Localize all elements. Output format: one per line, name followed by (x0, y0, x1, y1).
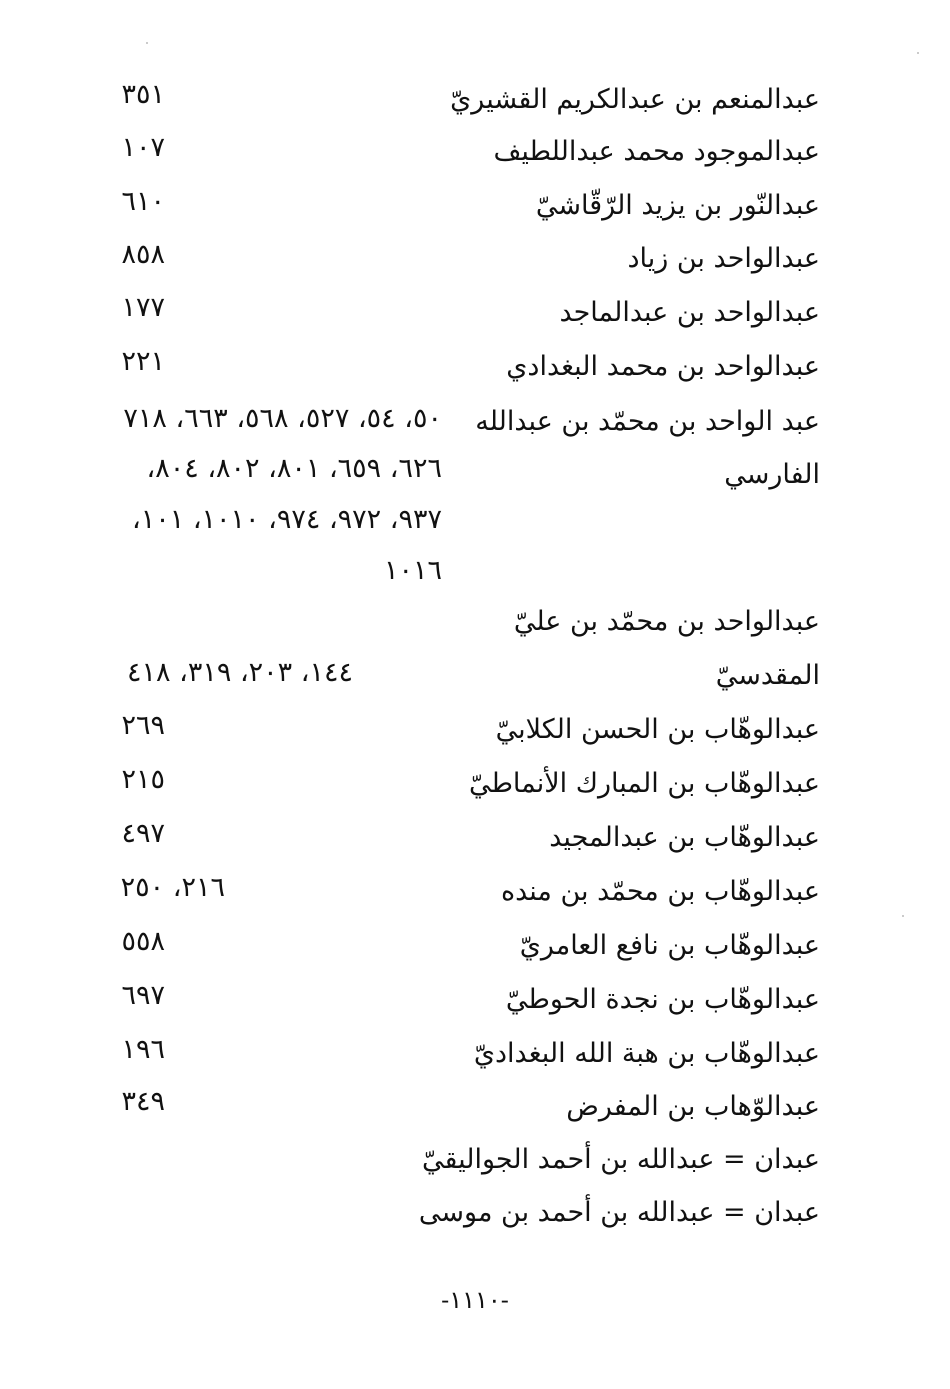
index-entry-name: عبدالوهّاب بن محمّد بن منده (500, 876, 820, 907)
index-entry-name: عبدالواحد بن عبدالماجد (559, 297, 820, 328)
index-entry-pages-continued: ١٠١٦ (383, 555, 442, 586)
index-entry-name: عبدالنّور بن يزيد الرّقّاشيّ (535, 190, 820, 221)
index-entry-pages: ٣٤٩ (121, 1086, 165, 1117)
index-entry-cross-reference: عبدان = عبدالله بن أحمد الجواليقيّ (421, 1144, 820, 1175)
index-entry-name: عبدالمنعم بن عبدالكريم القشيريّ (450, 84, 820, 115)
index-entry-name: عبدالوهّاب بن الحسن الكلابيّ (495, 714, 820, 745)
index-entry-pages: ١٩٦ (121, 1034, 165, 1065)
index-entry-pages: ٨٥٨ (121, 239, 165, 270)
index-entry-pages: ٦٩٧ (121, 980, 165, 1011)
index-entry-pages: ١٤٤، ٢٠٣، ٣١٩، ٤١٨ (127, 657, 353, 688)
index-entry-name: عبدالوّهاب بن المفرض (566, 1091, 820, 1122)
page-number: -١١١٠- (441, 1286, 509, 1314)
paper-speck (146, 42, 148, 44)
index-entry-name: عبدالوهّاب بن نجدة الحوطيّ (505, 984, 820, 1015)
index-entry-name: عبد الواحد بن محمّد بن عبدالله (475, 406, 820, 437)
index-entry-cross-reference: عبدان = عبدالله بن أحمد بن موسى (418, 1197, 820, 1228)
index-entry-name: عبدالواحد بن زياد (627, 243, 820, 274)
index-entry-pages: ١٧٧ (121, 292, 165, 323)
index-entry-pages: ٦١٠ (121, 186, 165, 217)
index-entry-pages: ٢٢١ (121, 346, 165, 377)
index-entry-name: عبدالواحد بن محمد البغدادي (506, 351, 820, 382)
index-entry-pages: ٢٦٩ (121, 710, 165, 741)
index-entry-pages: ١٠٧ (121, 132, 165, 163)
index-entry-name: عبدالواحد بن محمّد بن عليّ (513, 606, 820, 637)
paper-speck (902, 915, 904, 917)
index-entry-name: عبدالوهّاب بن نافع العامريّ (519, 930, 820, 961)
index-entry-name: عبدالوهّاب بن هبة الله البغداديّ (473, 1038, 820, 1069)
index-entry-name: عبدالوهّاب بن عبدالمجيد (549, 822, 820, 853)
index-entry-pages-continued: ٦٢٦، ٦٥٩، ٨٠١، ٨٠٢، ٨٠٤، (146, 453, 442, 484)
index-entry-pages: ٢١٥ (121, 764, 165, 795)
index-entry-name: عبدالموجود محمد عبداللطيف (493, 136, 820, 167)
paper-speck (917, 52, 919, 54)
index-entry-pages: ٥٥٨ (121, 926, 165, 957)
index-entry-name: عبدالوهّاب بن المبارك الأنماطيّ (468, 768, 820, 799)
index-entry-name-continued: الفارسي (724, 459, 820, 490)
index-entry-pages-continued: ٩٣٧، ٩٧٢، ٩٧٤، ١٠١٠، ١٠١، (132, 504, 442, 535)
index-entry-pages: ٢١٦، ٢٥٠ (120, 872, 225, 903)
index-entry-pages: ٤٩٧ (121, 818, 165, 849)
index-entry-name-continued: المقدسيّ (715, 660, 820, 691)
index-entry-pages: ٥٠، ٥٤، ٥٢٧، ٥٦٨، ٦٦٣، ٧١٨ (123, 403, 442, 434)
index-entry-pages: ٣٥١ (121, 79, 165, 110)
